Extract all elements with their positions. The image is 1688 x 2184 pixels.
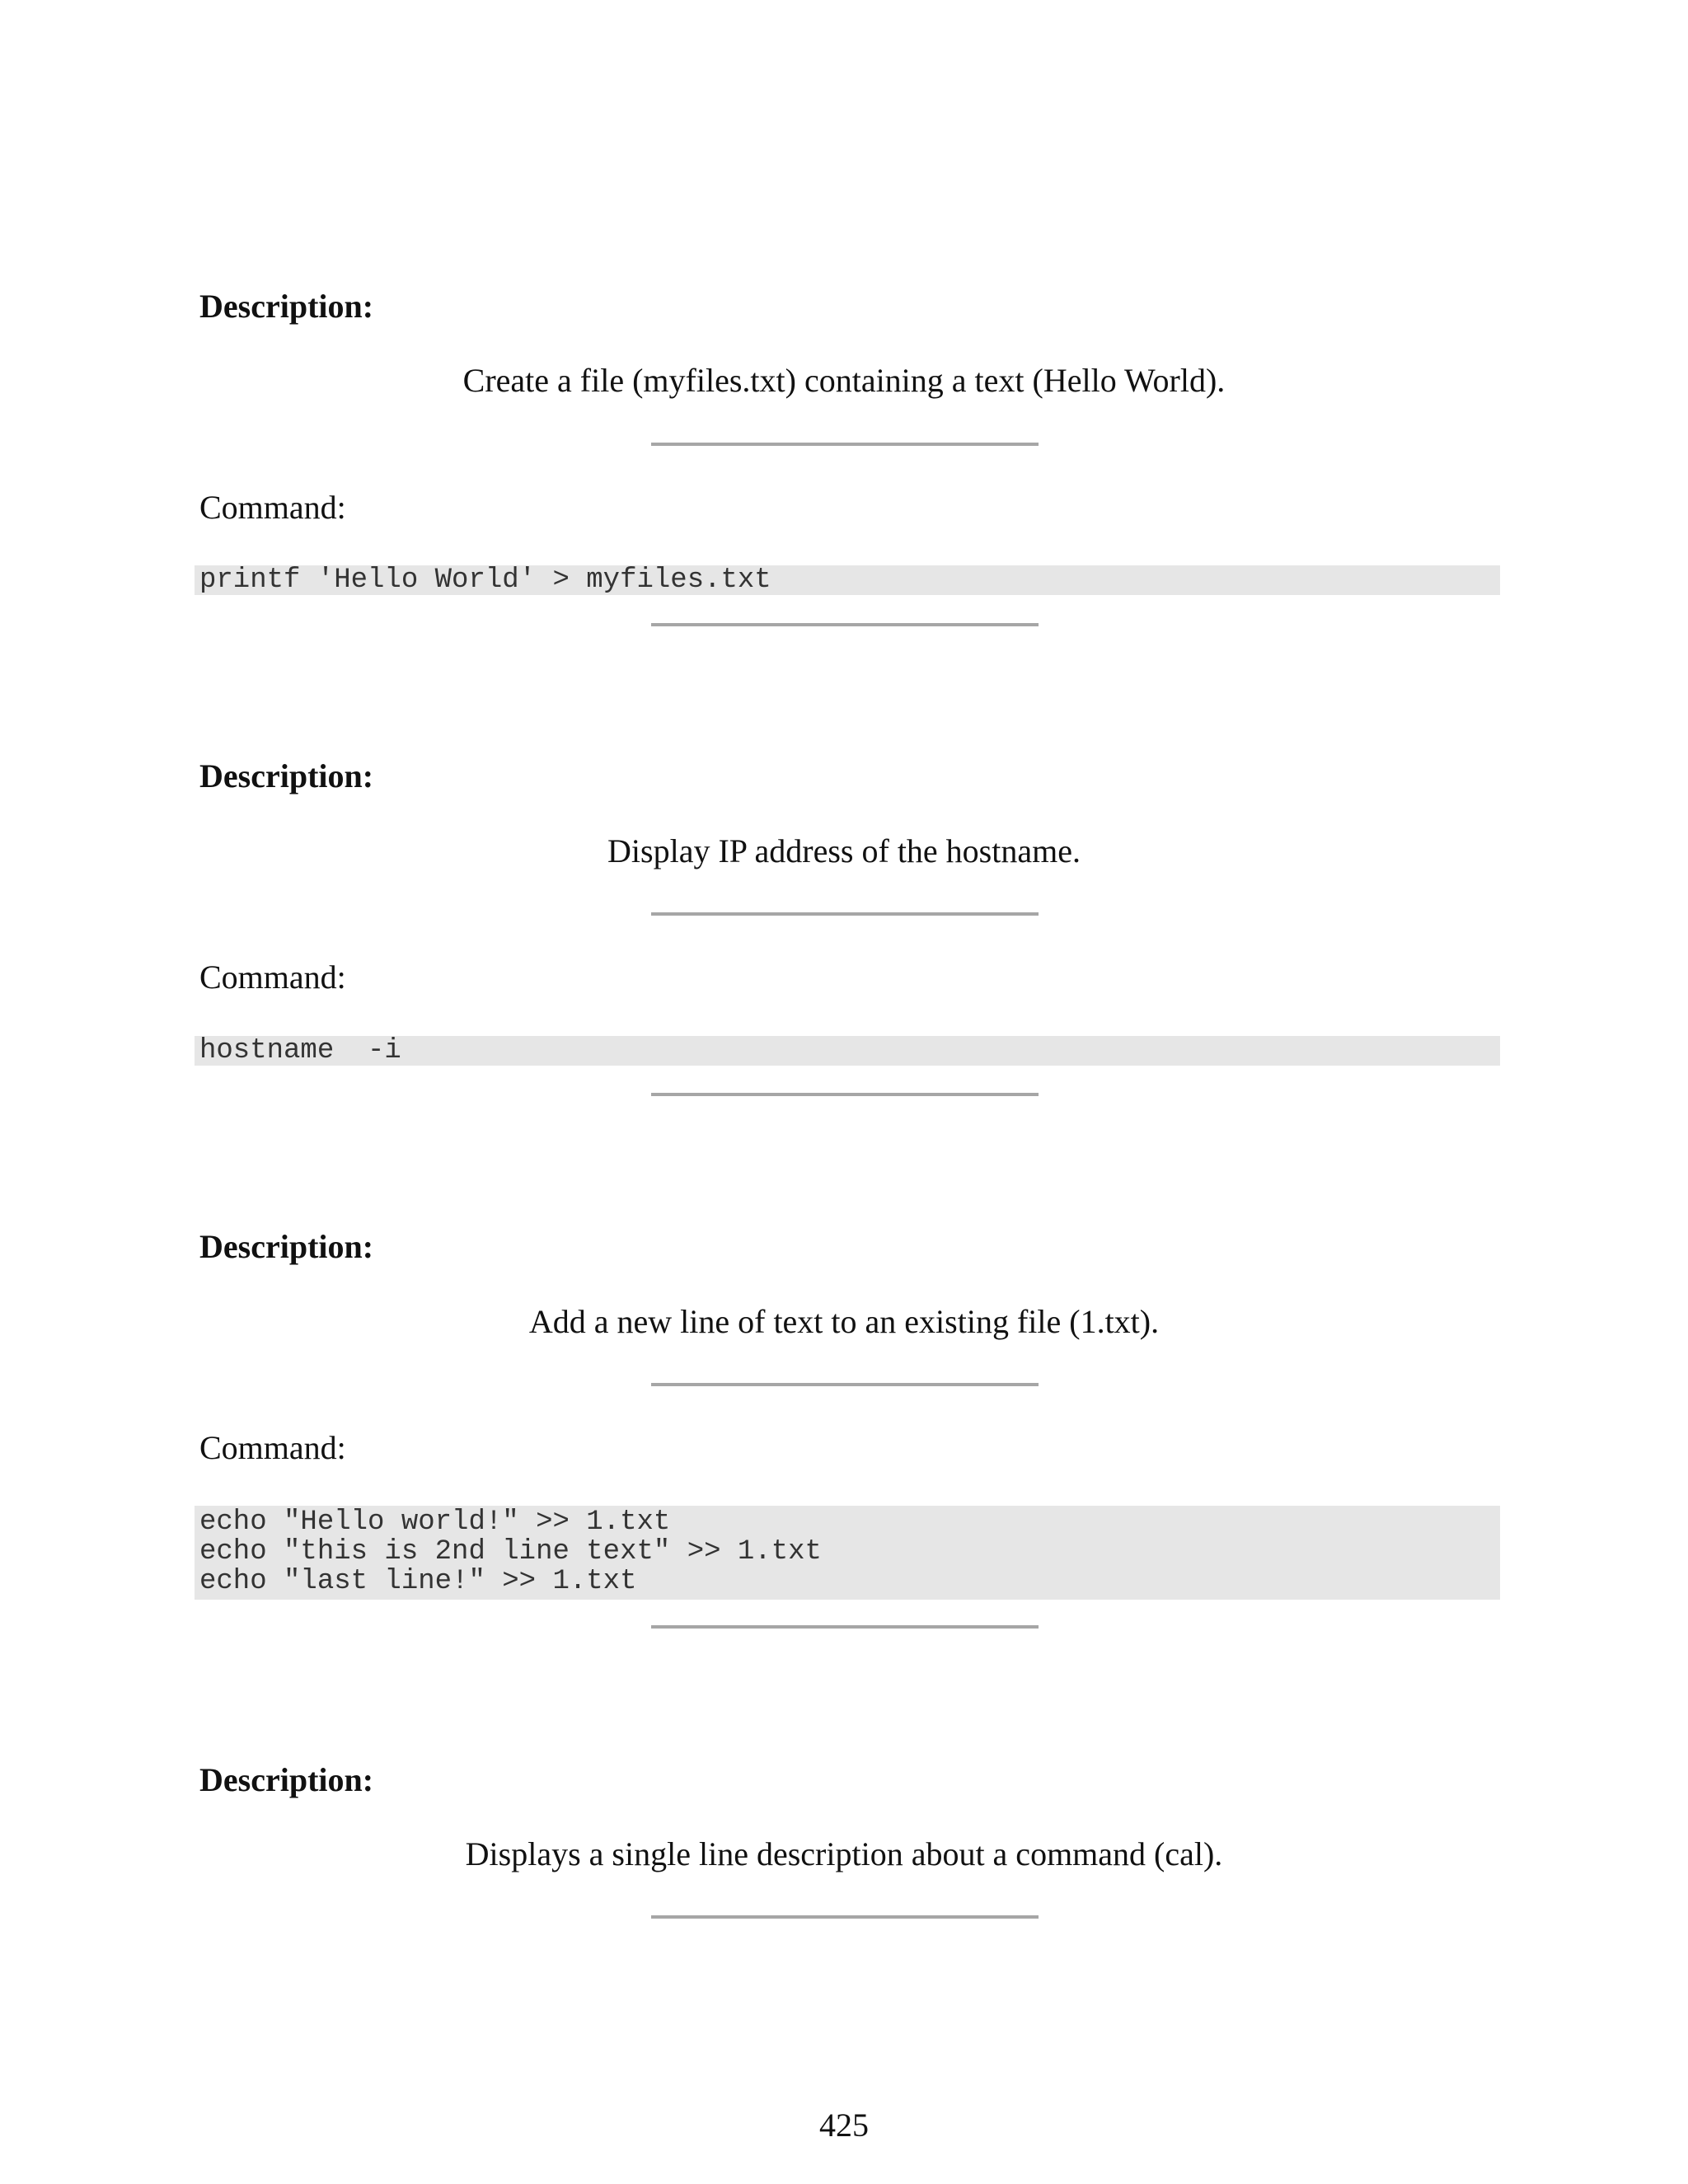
description-heading: Description: [199, 288, 374, 325]
separator-rule [651, 912, 1039, 916]
code-line: hostname -i [199, 1035, 401, 1066]
command-code-block [195, 1506, 1500, 1600]
description-text: Create a file (myfiles.txt) containing a text (Hello World). [462, 362, 1226, 399]
command-label: Command: [199, 489, 346, 526]
code-line: printf 'Hello World' > myfiles.txt [199, 565, 771, 596]
command-label: Command: [199, 958, 346, 996]
code-line: echo "last line!" >> 1.txt [199, 1566, 637, 1597]
separator-rule [651, 623, 1039, 626]
separator-rule [651, 1383, 1039, 1386]
code-line: echo "Hello world!" >> 1.txt [199, 1507, 671, 1538]
separator-rule [651, 1625, 1039, 1629]
description-heading: Description: [199, 1228, 374, 1265]
page-number: 425 [819, 2107, 869, 2144]
command-code-block [195, 1036, 1500, 1066]
separator-rule [651, 1915, 1039, 1919]
description-text: Add a new line of text to an existing file (1.txt). [528, 1303, 1160, 1340]
description-heading: Description: [199, 757, 374, 794]
separator-rule [651, 443, 1039, 446]
command-label: Command: [199, 1429, 346, 1466]
separator-rule [651, 1093, 1039, 1096]
code-line: echo "this is 2nd line text" >> 1.txt [199, 1536, 822, 1568]
description-heading: Description: [199, 1761, 374, 1798]
description-text: Display IP address of the hostname. [607, 832, 1081, 869]
command-code-block [195, 565, 1500, 595]
description-text: Displays a single line description about a command (cal). [465, 1835, 1223, 1872]
